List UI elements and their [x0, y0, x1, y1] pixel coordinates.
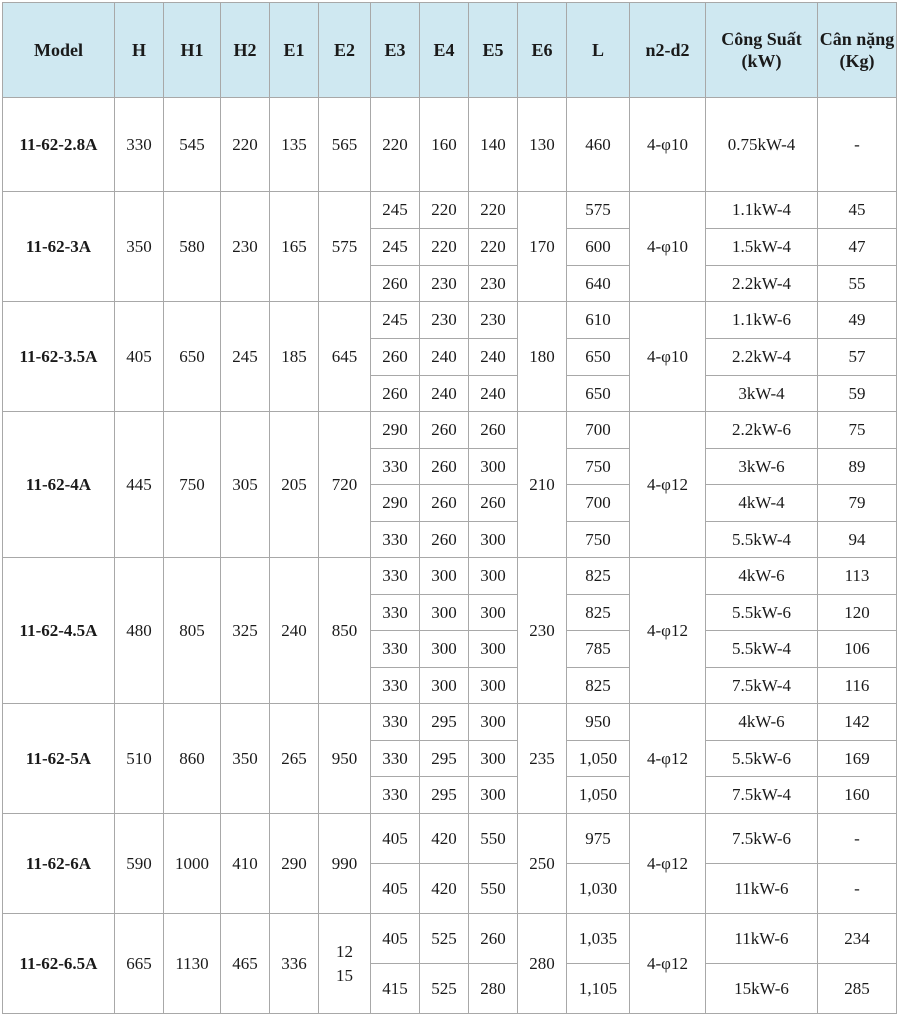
weight-cell: -: [818, 864, 897, 914]
l-cell: 1,030: [567, 864, 630, 914]
e3-cell: 330: [371, 631, 420, 668]
l-cell: 825: [567, 595, 630, 631]
l-cell: 975: [567, 814, 630, 864]
e5-cell: 300: [469, 668, 518, 704]
e5-cell: 280: [469, 964, 518, 1014]
power-cell: 2.2kW-6: [706, 412, 818, 449]
h-cell: 510: [115, 704, 164, 814]
power-cell: 15kW-6: [706, 964, 818, 1014]
l-cell: 950: [567, 704, 630, 741]
e5-cell: 260: [469, 412, 518, 449]
header-power: Công Suất (kW): [706, 3, 818, 98]
e4-cell: 260: [420, 412, 469, 449]
power-cell: 5.5kW-6: [706, 595, 818, 631]
l-cell: 785: [567, 631, 630, 668]
power-cell: 5.5kW-4: [706, 522, 818, 558]
weight-cell: 160: [818, 777, 897, 814]
h2-cell: 305: [221, 412, 270, 558]
e1-cell: 165: [270, 192, 319, 302]
power-cell: 2.2kW-4: [706, 266, 818, 302]
table-row: [3, 914, 897, 964]
n2d2-cell: 4-φ12: [630, 704, 706, 814]
e3-cell: 405: [371, 814, 420, 864]
e2-cell: 565: [319, 98, 371, 192]
h-cell: 590: [115, 814, 164, 914]
e5-cell: 260: [469, 485, 518, 522]
e5-cell: 300: [469, 522, 518, 558]
e4-cell: 240: [420, 339, 469, 376]
e5-cell: 300: [469, 704, 518, 741]
e3-cell: 405: [371, 864, 420, 914]
power-cell: 0.75kW-4: [706, 98, 818, 192]
e6-cell: 170: [518, 192, 567, 302]
weight-cell: 45: [818, 192, 897, 229]
n2d2-cell: 4-φ10: [630, 192, 706, 302]
header-h2: H2: [221, 3, 270, 98]
model-cell: 11-62-4A: [3, 412, 115, 558]
e2-cell: 950: [319, 704, 371, 814]
e2-cell: 645: [319, 302, 371, 412]
e1-cell: 336: [270, 914, 319, 1014]
e6-cell: 235: [518, 704, 567, 814]
e4-cell: 260: [420, 485, 469, 522]
power-cell: 11kW-6: [706, 864, 818, 914]
l-cell: 1,050: [567, 741, 630, 777]
table-row: [3, 302, 897, 339]
h1-cell: 1000: [164, 814, 221, 914]
e5-cell: 240: [469, 339, 518, 376]
e5-cell: 220: [469, 192, 518, 229]
e1-cell: 290: [270, 814, 319, 914]
e2-cell: 1215: [319, 914, 371, 1014]
n2d2-cell: 4-φ12: [630, 558, 706, 704]
header-row: [3, 3, 897, 98]
l-cell: 650: [567, 376, 630, 412]
e4-cell: 220: [420, 192, 469, 229]
power-cell: 7.5kW-4: [706, 777, 818, 814]
l-cell: 1,050: [567, 777, 630, 814]
power-cell: 2.2kW-4: [706, 339, 818, 376]
table-body: [3, 98, 897, 1014]
weight-cell: 234: [818, 914, 897, 964]
table-row: [3, 192, 897, 229]
e3-cell: 415: [371, 964, 420, 1014]
e3-cell: 330: [371, 449, 420, 485]
e1-cell: 205: [270, 412, 319, 558]
model-cell: 11-62-4.5A: [3, 558, 115, 704]
e5-cell: 300: [469, 741, 518, 777]
e2-cell: 720: [319, 412, 371, 558]
weight-cell: 116: [818, 668, 897, 704]
header-e3: E3: [371, 3, 420, 98]
model-cell: 11-62-3.5A: [3, 302, 115, 412]
h2-cell: 465: [221, 914, 270, 1014]
l-cell: 640: [567, 266, 630, 302]
l-cell: 575: [567, 192, 630, 229]
model-cell: 11-62-6A: [3, 814, 115, 914]
e4-cell: 525: [420, 964, 469, 1014]
model-cell: 11-62-6.5A: [3, 914, 115, 1014]
weight-cell: 59: [818, 376, 897, 412]
e4-cell: 295: [420, 741, 469, 777]
weight-cell: 113: [818, 558, 897, 595]
weight-cell: 55: [818, 266, 897, 302]
header-e2: E2: [319, 3, 371, 98]
l-cell: 600: [567, 229, 630, 266]
header-h: H: [115, 3, 164, 98]
e5-cell: 230: [469, 302, 518, 339]
e3-cell: 245: [371, 192, 420, 229]
e4-cell: 295: [420, 777, 469, 814]
weight-cell: 89: [818, 449, 897, 485]
power-cell: 7.5kW-6: [706, 814, 818, 864]
h1-cell: 580: [164, 192, 221, 302]
spec-table: [2, 2, 897, 1014]
weight-cell: 285: [818, 964, 897, 1014]
n2d2-cell: 4-φ12: [630, 412, 706, 558]
e4-cell: 160: [420, 98, 469, 192]
weight-cell: 106: [818, 631, 897, 668]
power-cell: 4kW-6: [706, 558, 818, 595]
h2-cell: 220: [221, 98, 270, 192]
power-cell: 1.5kW-4: [706, 229, 818, 266]
e6-cell: 250: [518, 814, 567, 914]
l-cell: 700: [567, 412, 630, 449]
e5-cell: 220: [469, 229, 518, 266]
power-cell: 4kW-4: [706, 485, 818, 522]
power-cell: 1.1kW-6: [706, 302, 818, 339]
e4-cell: 240: [420, 376, 469, 412]
e3-cell: 330: [371, 741, 420, 777]
e3-cell: 260: [371, 266, 420, 302]
e3-cell: 260: [371, 339, 420, 376]
h1-cell: 545: [164, 98, 221, 192]
e1-cell: 240: [270, 558, 319, 704]
model-cell: 11-62-2.8A: [3, 98, 115, 192]
weight-cell: 169: [818, 741, 897, 777]
table-row: [3, 558, 897, 595]
header-weight: Cân nặng (Kg): [818, 3, 897, 98]
e1-cell: 135: [270, 98, 319, 192]
weight-cell: -: [818, 98, 897, 192]
h2-cell: 230: [221, 192, 270, 302]
e4-cell: 220: [420, 229, 469, 266]
e3-cell: 245: [371, 229, 420, 266]
table-row: [3, 98, 897, 192]
e5-cell: 140: [469, 98, 518, 192]
h-cell: 330: [115, 98, 164, 192]
e3-cell: 220: [371, 98, 420, 192]
e3-cell: 330: [371, 777, 420, 814]
h-cell: 350: [115, 192, 164, 302]
power-cell: 4kW-6: [706, 704, 818, 741]
n2d2-cell: 4-φ12: [630, 914, 706, 1014]
header-l: L: [567, 3, 630, 98]
e6-cell: 210: [518, 412, 567, 558]
h2-cell: 350: [221, 704, 270, 814]
h1-cell: 860: [164, 704, 221, 814]
e4-cell: 525: [420, 914, 469, 964]
e5-cell: 240: [469, 376, 518, 412]
e4-cell: 260: [420, 522, 469, 558]
l-cell: 700: [567, 485, 630, 522]
weight-cell: 75: [818, 412, 897, 449]
h-cell: 480: [115, 558, 164, 704]
e3-cell: 330: [371, 668, 420, 704]
l-cell: 825: [567, 558, 630, 595]
e5-cell: 300: [469, 558, 518, 595]
table-row: [3, 814, 897, 864]
table-row: [3, 704, 897, 741]
h1-cell: 750: [164, 412, 221, 558]
e4-cell: 295: [420, 704, 469, 741]
e3-cell: 330: [371, 522, 420, 558]
header-n2-d2: n2-d2: [630, 3, 706, 98]
header-e1: E1: [270, 3, 319, 98]
weight-cell: 57: [818, 339, 897, 376]
l-cell: 610: [567, 302, 630, 339]
e3-cell: 405: [371, 914, 420, 964]
l-cell: 460: [567, 98, 630, 192]
power-cell: 11kW-6: [706, 914, 818, 964]
e4-cell: 420: [420, 864, 469, 914]
e4-cell: 300: [420, 668, 469, 704]
power-cell: 5.5kW-6: [706, 741, 818, 777]
l-cell: 1,105: [567, 964, 630, 1014]
l-cell: 825: [567, 668, 630, 704]
e3-cell: 245: [371, 302, 420, 339]
e5-cell: 300: [469, 595, 518, 631]
n2d2-cell: 4-φ10: [630, 98, 706, 192]
weight-cell: -: [818, 814, 897, 864]
h2-cell: 410: [221, 814, 270, 914]
e1-cell: 185: [270, 302, 319, 412]
e3-cell: 330: [371, 704, 420, 741]
e6-cell: 230: [518, 558, 567, 704]
h-cell: 405: [115, 302, 164, 412]
e6-cell: 130: [518, 98, 567, 192]
e5-cell: 260: [469, 914, 518, 964]
e5-cell: 300: [469, 777, 518, 814]
header-e4: E4: [420, 3, 469, 98]
weight-cell: 49: [818, 302, 897, 339]
e6-cell: 180: [518, 302, 567, 412]
e5-cell: 550: [469, 814, 518, 864]
e1-cell: 265: [270, 704, 319, 814]
e2-cell: 850: [319, 558, 371, 704]
e4-cell: 300: [420, 595, 469, 631]
table-row: [3, 412, 897, 449]
e4-cell: 420: [420, 814, 469, 864]
e2-cell: 575: [319, 192, 371, 302]
header-model: Model: [3, 3, 115, 98]
model-cell: 11-62-3A: [3, 192, 115, 302]
header-e6: E6: [518, 3, 567, 98]
e4-cell: 230: [420, 302, 469, 339]
power-cell: 7.5kW-4: [706, 668, 818, 704]
e5-cell: 300: [469, 631, 518, 668]
e4-cell: 300: [420, 631, 469, 668]
e3-cell: 260: [371, 376, 420, 412]
h1-cell: 1130: [164, 914, 221, 1014]
h-cell: 665: [115, 914, 164, 1014]
h1-cell: 650: [164, 302, 221, 412]
power-cell: 1.1kW-4: [706, 192, 818, 229]
power-cell: 3kW-4: [706, 376, 818, 412]
e5-cell: 300: [469, 449, 518, 485]
n2d2-cell: 4-φ10: [630, 302, 706, 412]
e3-cell: 290: [371, 485, 420, 522]
e2-cell: 990: [319, 814, 371, 914]
power-cell: 5.5kW-4: [706, 631, 818, 668]
weight-cell: 94: [818, 522, 897, 558]
h2-cell: 325: [221, 558, 270, 704]
header-h1: H1: [164, 3, 221, 98]
e4-cell: 300: [420, 558, 469, 595]
h1-cell: 805: [164, 558, 221, 704]
l-cell: 750: [567, 522, 630, 558]
h2-cell: 245: [221, 302, 270, 412]
e3-cell: 290: [371, 412, 420, 449]
l-cell: 750: [567, 449, 630, 485]
header-e5: E5: [469, 3, 518, 98]
weight-cell: 120: [818, 595, 897, 631]
power-cell: 3kW-6: [706, 449, 818, 485]
e5-cell: 550: [469, 864, 518, 914]
weight-cell: 47: [818, 229, 897, 266]
e4-cell: 230: [420, 266, 469, 302]
e5-cell: 230: [469, 266, 518, 302]
e3-cell: 330: [371, 558, 420, 595]
l-cell: 650: [567, 339, 630, 376]
n2d2-cell: 4-φ12: [630, 814, 706, 914]
h-cell: 445: [115, 412, 164, 558]
weight-cell: 142: [818, 704, 897, 741]
e4-cell: 260: [420, 449, 469, 485]
l-cell: 1,035: [567, 914, 630, 964]
e3-cell: 330: [371, 595, 420, 631]
model-cell: 11-62-5A: [3, 704, 115, 814]
e6-cell: 280: [518, 914, 567, 1014]
weight-cell: 79: [818, 485, 897, 522]
